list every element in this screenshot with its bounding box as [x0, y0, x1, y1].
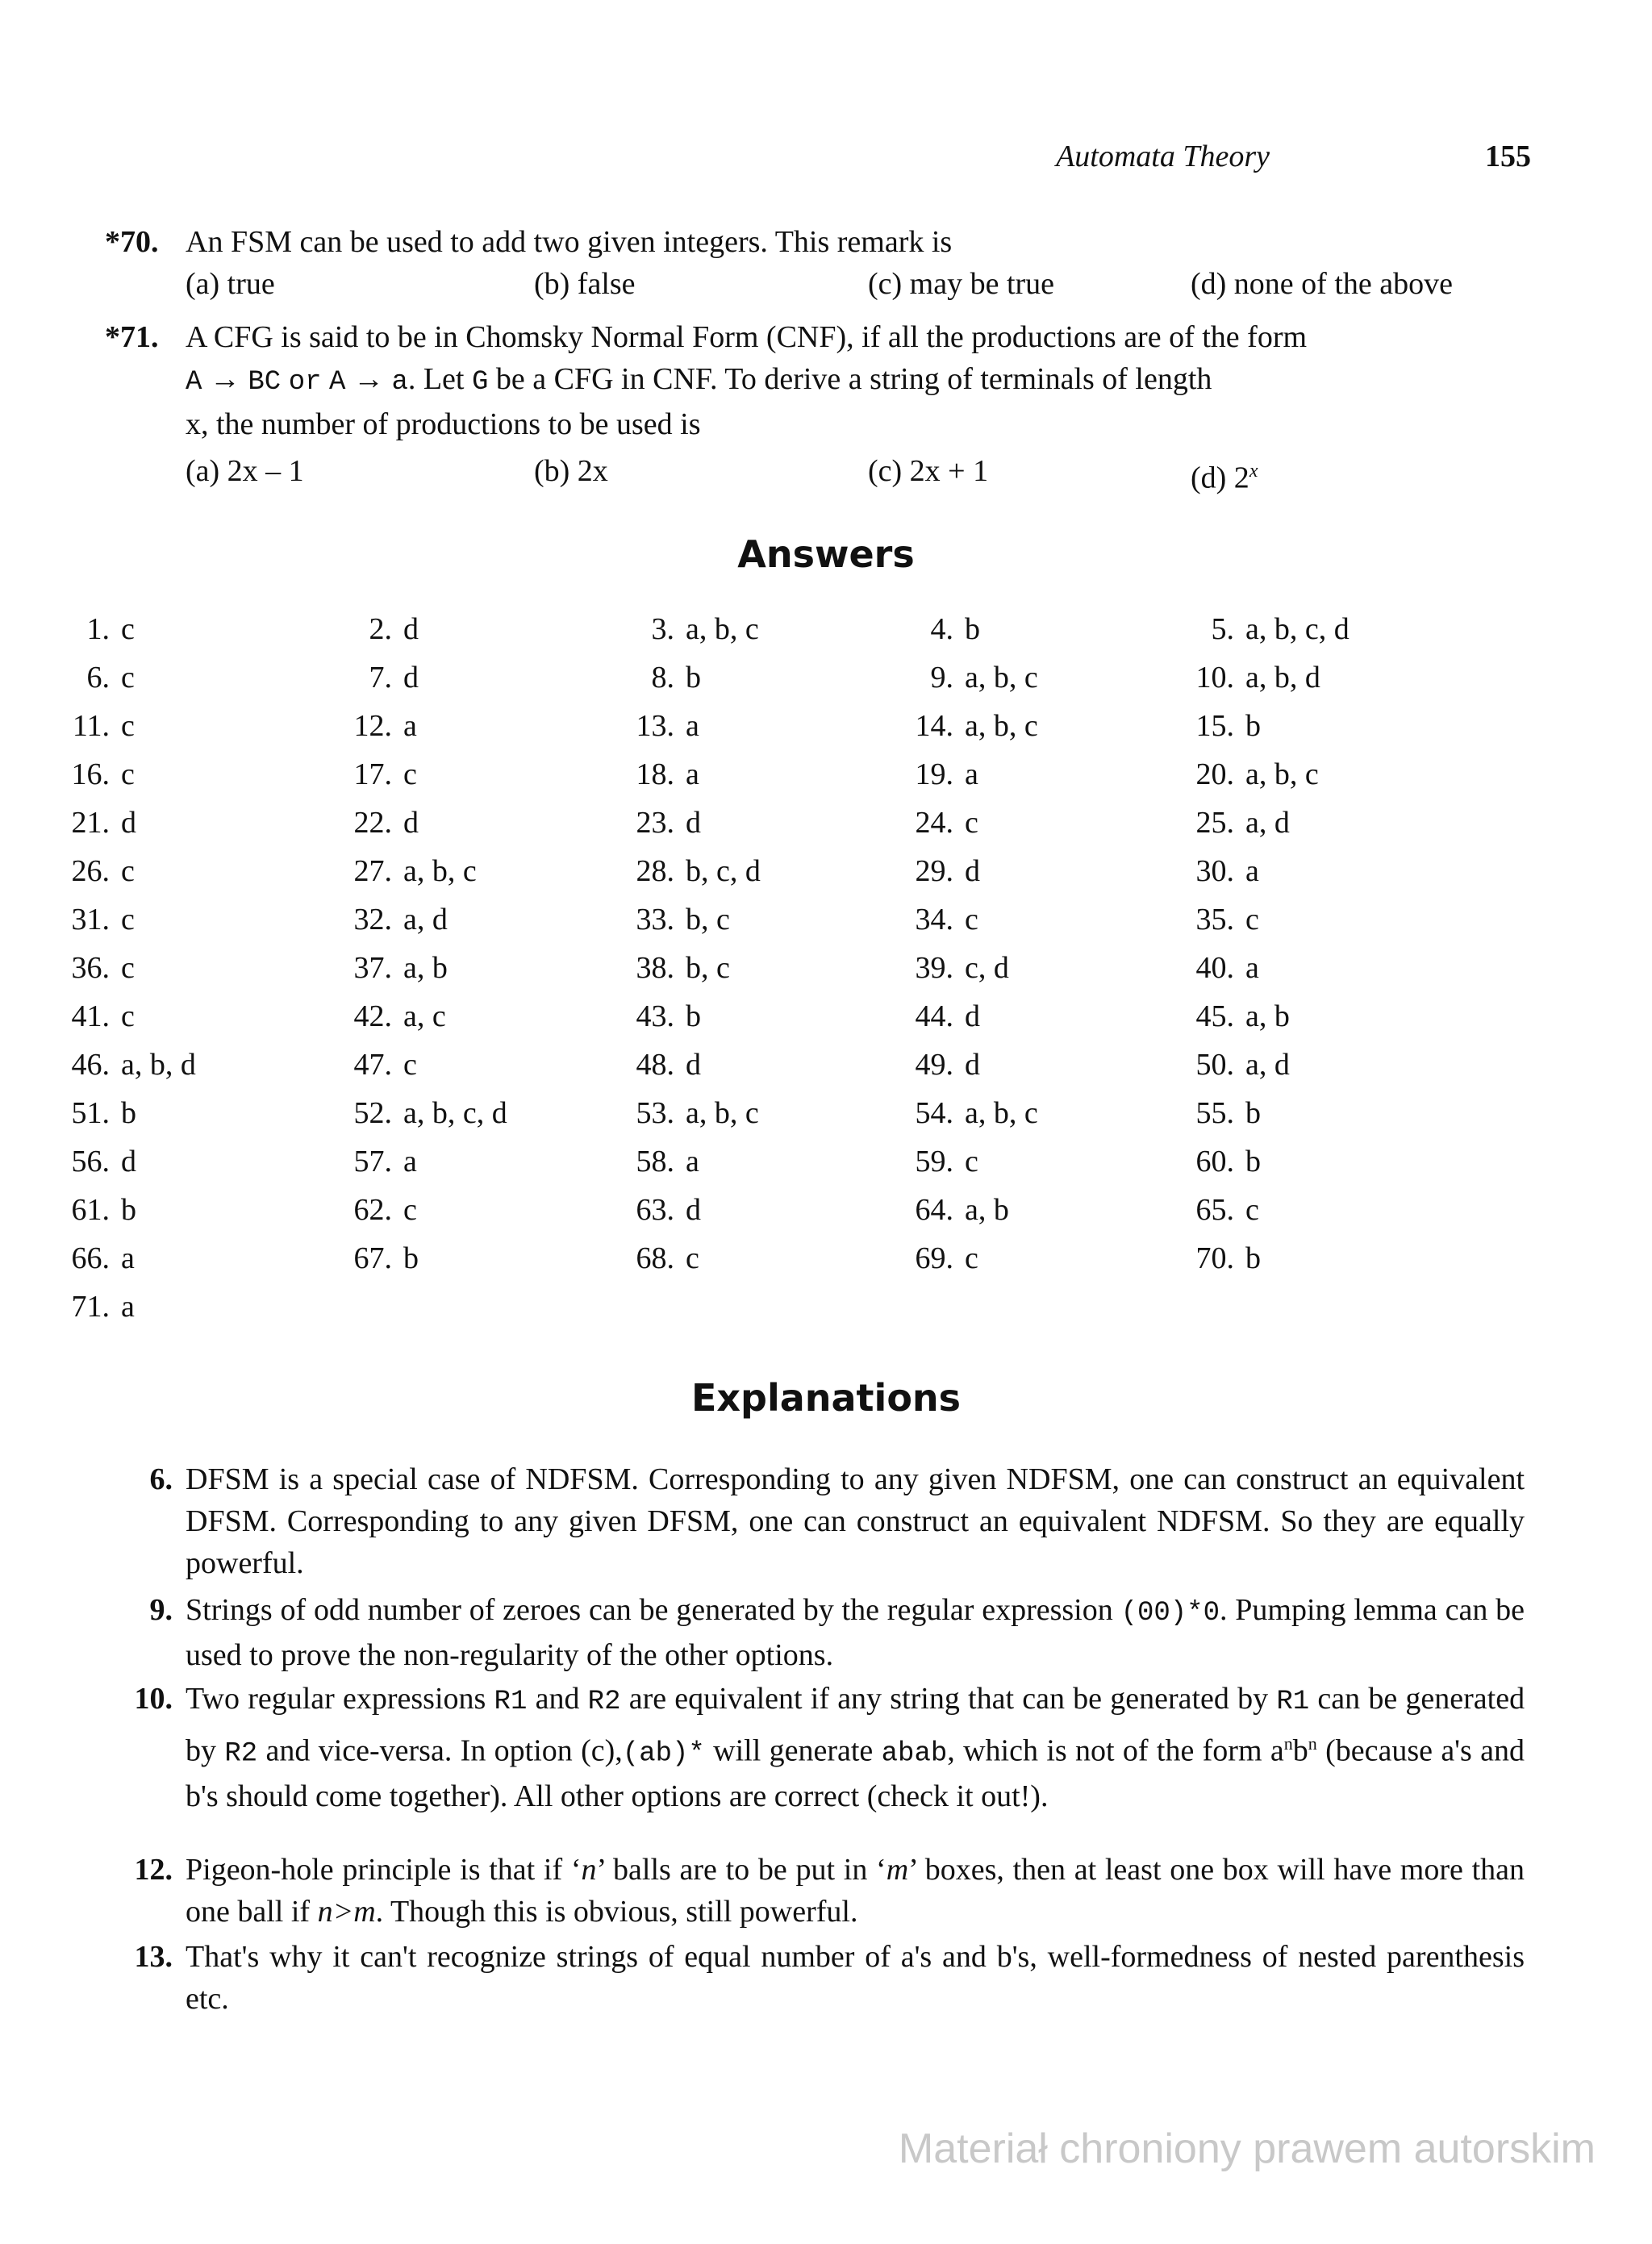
- explanation-text: Pigeon-hole principle is that if ‘n’ balls are to be put in ‘m’ boxes, then at least one box will have more than one ball if n>m. Though this is obvious, still powerful.: [186, 1853, 1525, 1929]
- answer-item: [876, 1095, 1038, 1131]
- answer-item: [32, 757, 135, 792]
- answer-item: [597, 757, 699, 792]
- answer-number: 32.: [353, 903, 392, 936]
- answer-number: 31.: [71, 903, 110, 936]
- answer-value: b: [1245, 1145, 1261, 1178]
- answer-item: [315, 1144, 417, 1179]
- answer-item: [1157, 708, 1261, 744]
- answer-number: 12.: [353, 709, 392, 743]
- answer-value: c: [1245, 1193, 1259, 1227]
- answer-value: c: [403, 1048, 417, 1082]
- answer-item: [597, 950, 730, 986]
- answer-value: c: [965, 806, 978, 840]
- answer-row: [0, 999, 1652, 1047]
- answers-title: Answers: [737, 532, 915, 576]
- answer-item: [315, 1095, 507, 1131]
- answer-item: [315, 902, 448, 937]
- explanation-12: [105, 1849, 1525, 1933]
- answer-number: 43.: [636, 999, 674, 1033]
- answer-value: d: [686, 1193, 701, 1227]
- answer-item: [1157, 1192, 1259, 1228]
- explanation-9: [105, 1589, 1525, 1676]
- answer-value: a: [1245, 951, 1259, 985]
- answer-item: [1157, 611, 1350, 647]
- explanation-text: DFSM is a special case of NDFSM. Corresponding to any given NDFSM, one can construct an equivalent DFSM. Corresponding to any given DFSM, one can construct an equivalent NDFSM. So they are equally powerful.: [186, 1462, 1525, 1580]
- answer-number: 17.: [353, 757, 392, 791]
- answer-number: 18.: [636, 757, 674, 791]
- answer-item: [32, 999, 135, 1034]
- answer-item: [876, 611, 980, 647]
- answer-value: b, c: [686, 951, 730, 985]
- answer-number: 20.: [1195, 757, 1234, 791]
- answer-value: b, c, d: [686, 854, 761, 888]
- answer-item: [876, 1047, 980, 1082]
- answer-value: a: [686, 709, 699, 743]
- answer-number: 6.: [86, 661, 110, 694]
- answer-value: c: [121, 903, 135, 936]
- answer-value: a, b, c: [965, 661, 1038, 694]
- answer-number: 16.: [71, 757, 110, 791]
- answer-value: a, b, c: [686, 1096, 759, 1130]
- answer-number: 64.: [915, 1193, 953, 1227]
- page-number: 155: [1485, 140, 1531, 173]
- answer-row: [0, 805, 1652, 853]
- answer-number: 26.: [71, 854, 110, 888]
- answer-number: 50.: [1195, 1048, 1234, 1082]
- answer-number: 62.: [353, 1193, 392, 1227]
- answer-value: a: [121, 1290, 135, 1324]
- answer-row: [0, 1144, 1652, 1192]
- answer-number: 67.: [353, 1241, 392, 1275]
- answer-value: b: [121, 1193, 136, 1227]
- answer-number: 23.: [636, 806, 674, 840]
- running-title: Automata Theory: [1056, 140, 1270, 173]
- answer-number: 28.: [636, 854, 674, 888]
- answer-row: [0, 611, 1652, 660]
- answer-number: 41.: [71, 999, 110, 1033]
- answer-value: c: [965, 903, 978, 936]
- rule-rhs-bc: BC: [248, 367, 282, 398]
- option-d: (d) none of the above: [1191, 267, 1453, 301]
- answer-value: a, b, c, d: [403, 1096, 507, 1130]
- explanation-number: 12.: [134, 1853, 173, 1887]
- question-text: [186, 316, 1525, 445]
- explanations-title: Explanations: [690, 1376, 962, 1420]
- question-options: [186, 450, 1525, 495]
- answer-item: [876, 1241, 978, 1276]
- option-c: (c) may be true: [868, 267, 1055, 301]
- answer-number: 42.: [353, 999, 392, 1033]
- answer-number: 66.: [71, 1241, 110, 1275]
- answer-value: a, b, c: [1245, 757, 1319, 791]
- answer-value: a, d: [1245, 806, 1290, 840]
- question-number: *70.: [105, 225, 159, 259]
- answer-item: [1157, 1047, 1290, 1082]
- question-line-3: x, the number of productions to be used is: [186, 407, 701, 441]
- rule-lhs-2: A: [329, 367, 346, 398]
- answer-value: a, b, c: [403, 854, 477, 888]
- answer-number: 14.: [915, 709, 953, 743]
- answer-value: a, b, c: [965, 1096, 1038, 1130]
- answer-number: 68.: [636, 1241, 674, 1275]
- answer-item: [597, 1192, 701, 1228]
- answer-item: [32, 902, 135, 937]
- answer-value: a: [686, 1145, 699, 1178]
- answer-number: 71.: [71, 1290, 110, 1324]
- answer-item: [1157, 999, 1290, 1034]
- regex-r2: R2: [587, 1687, 621, 1717]
- answer-number: 70.: [1195, 1241, 1234, 1275]
- answer-item: [876, 902, 978, 937]
- regex-r1: R1: [494, 1687, 528, 1717]
- answer-item: [1157, 902, 1259, 937]
- regex-r2: R2: [224, 1738, 258, 1770]
- option-c: (c) 2x + 1: [868, 454, 989, 488]
- answer-value: d: [403, 661, 419, 694]
- answer-value: d: [686, 1048, 701, 1082]
- option-a: (a) 2x – 1: [186, 454, 304, 488]
- answer-number: 40.: [1195, 951, 1234, 985]
- answer-number: 53.: [636, 1096, 674, 1130]
- answer-value: c: [121, 709, 135, 743]
- answer-value: a: [403, 709, 417, 743]
- answer-number: 2.: [369, 612, 392, 646]
- answer-value: d: [686, 806, 701, 840]
- answer-value: b: [1245, 1096, 1261, 1130]
- answer-number: 65.: [1195, 1193, 1234, 1227]
- answer-value: b, c: [686, 903, 730, 936]
- answer-value: a: [1245, 854, 1259, 888]
- answer-number: 60.: [1195, 1145, 1234, 1178]
- answer-number: 56.: [71, 1145, 110, 1178]
- answer-item: [315, 1192, 417, 1228]
- answer-value: c: [965, 1145, 978, 1178]
- answer-number: 24.: [915, 806, 953, 840]
- rule-or: or: [288, 367, 322, 398]
- answer-item: [597, 1241, 699, 1276]
- answer-value: c: [121, 612, 135, 646]
- answer-item: [876, 853, 980, 889]
- option-b: (b) 2x: [534, 454, 608, 488]
- answer-value: a, b, d: [1245, 661, 1320, 694]
- answer-item: [315, 757, 417, 792]
- answer-value: b: [965, 612, 980, 646]
- question-70: [105, 221, 1525, 305]
- answer-value: c: [121, 757, 135, 791]
- answer-number: 55.: [1195, 1096, 1234, 1130]
- answer-value: a, b, c: [686, 612, 759, 646]
- answer-number: 69.: [915, 1241, 953, 1275]
- question-options: [186, 263, 1525, 305]
- answer-number: 7.: [369, 661, 392, 694]
- option-b: (b) false: [534, 267, 636, 301]
- answer-row: [0, 1241, 1652, 1289]
- answer-item: [315, 660, 419, 695]
- answer-value: d: [121, 806, 136, 840]
- answer-value: c: [121, 951, 135, 985]
- answer-item: [32, 660, 135, 695]
- answer-item: [597, 902, 730, 937]
- answer-item: [32, 950, 135, 986]
- answer-value: d: [403, 806, 419, 840]
- answer-item: [315, 1241, 419, 1276]
- answer-value: a: [121, 1241, 135, 1275]
- answer-item: [597, 805, 701, 840]
- question-71: [105, 316, 1525, 495]
- answer-number: 37.: [353, 951, 392, 985]
- copyright-watermark: Materiał chroniony prawem autorskim: [898, 2125, 1596, 2172]
- answer-value: b: [686, 661, 701, 694]
- answer-value: d: [965, 854, 980, 888]
- answer-item: [1157, 853, 1259, 889]
- answer-item: [876, 660, 1038, 695]
- answer-number: 1.: [86, 612, 110, 646]
- answer-item: [597, 999, 701, 1034]
- answer-number: 19.: [915, 757, 953, 791]
- answer-value: b: [1245, 1241, 1261, 1275]
- answers-grid: [0, 611, 1652, 1337]
- answer-item: [1157, 950, 1259, 986]
- answer-number: 22.: [353, 806, 392, 840]
- explanation-number: 10.: [134, 1682, 173, 1716]
- answer-item: [315, 1047, 417, 1082]
- answer-number: 39.: [915, 951, 953, 985]
- answer-value: a, c: [403, 999, 446, 1033]
- answer-item: [597, 853, 761, 889]
- answer-value: c: [121, 854, 135, 888]
- answer-value: d: [965, 1048, 980, 1082]
- answer-number: 4.: [930, 612, 953, 646]
- answer-value: a, d: [1245, 1048, 1290, 1082]
- option-d: (d) 2$^x$: [1191, 461, 1258, 495]
- answer-number: 13.: [636, 709, 674, 743]
- answer-number: 35.: [1195, 903, 1234, 936]
- answer-value: b: [686, 999, 701, 1033]
- answer-item: [1157, 805, 1290, 840]
- answer-number: 45.: [1195, 999, 1234, 1033]
- answer-value: c: [121, 999, 135, 1033]
- answer-item: [32, 1289, 135, 1324]
- answer-number: 48.: [636, 1048, 674, 1082]
- answer-row: [0, 708, 1652, 757]
- question-line-1: A CFG is said to be in Chomsky Normal Form (CNF), if all the productions are of the form: [186, 320, 1308, 354]
- answer-number: 46.: [71, 1048, 110, 1082]
- explanation-text: Two regular expressions R1 and R2 are equivalent if any string that can be generated by R1 can be generated by R2 and vice-versa. In option (c),(ab)* will generate abab, which is not of the form $a^nb^n$ (because a's and b's should come together). All other options are correct (check it out!).: [186, 1682, 1525, 1813]
- answer-number: 44.: [915, 999, 953, 1033]
- answer-item: [32, 853, 135, 889]
- answer-item: [876, 708, 1038, 744]
- answer-number: 33.: [636, 903, 674, 936]
- explanation-number: 13.: [134, 1940, 173, 1974]
- answer-value: d: [403, 612, 419, 646]
- answer-number: 59.: [915, 1145, 953, 1178]
- answer-item: [315, 805, 419, 840]
- answer-number: 57.: [353, 1145, 392, 1178]
- answer-item: [32, 1047, 196, 1082]
- answer-row: [0, 950, 1652, 999]
- answer-value: a, d: [403, 903, 448, 936]
- answer-row: [0, 1095, 1652, 1144]
- answer-number: 9.: [930, 661, 953, 694]
- answer-value: c: [403, 757, 417, 791]
- answer-item: [1157, 1095, 1261, 1131]
- answer-item: [32, 1241, 135, 1276]
- answer-number: 21.: [71, 806, 110, 840]
- answer-row: [0, 757, 1652, 805]
- arrow-icon: →: [353, 362, 384, 396]
- answer-value: b: [1245, 709, 1261, 743]
- answer-value: a, b, c: [965, 709, 1038, 743]
- answer-number: 10.: [1195, 661, 1234, 694]
- answer-value: c: [121, 661, 135, 694]
- answer-value: d: [121, 1145, 136, 1178]
- answer-item: [32, 1192, 136, 1228]
- answer-item: [315, 950, 448, 986]
- answer-row: [0, 1289, 1652, 1337]
- answer-number: 54.: [915, 1096, 953, 1130]
- answer-number: 3.: [651, 612, 674, 646]
- answer-item: [32, 1144, 136, 1179]
- answer-number: 51.: [71, 1096, 110, 1130]
- answer-number: 52.: [353, 1096, 392, 1130]
- answer-value: a, b, c, d: [1245, 612, 1350, 646]
- answer-number: 30.: [1195, 854, 1234, 888]
- rule-lhs: A: [186, 367, 202, 398]
- answer-number: 36.: [71, 951, 110, 985]
- answer-value: a, b: [965, 1193, 1009, 1227]
- explanation-text: That's why it can't recognize strings of equal number of a's and b's, well-formedness of nested parenthesis etc.: [186, 1940, 1525, 2016]
- answer-row: [0, 902, 1652, 950]
- answer-value: a: [403, 1145, 417, 1178]
- answer-value: c: [1245, 903, 1259, 936]
- answer-number: 5.: [1211, 612, 1234, 646]
- option-a: (a) true: [186, 267, 275, 301]
- answer-item: [597, 1144, 699, 1179]
- explanation-10: [105, 1678, 1525, 1817]
- answer-item: [315, 853, 477, 889]
- page-header: [0, 139, 1652, 179]
- answer-value: b: [403, 1241, 419, 1275]
- answer-number: 61.: [71, 1193, 110, 1227]
- question-number: *71.: [105, 320, 159, 354]
- rule-rhs-terminal: a: [391, 367, 408, 398]
- answer-item: [876, 1144, 978, 1179]
- answer-item: [597, 660, 701, 695]
- answer-value: d: [965, 999, 980, 1033]
- answer-item: [876, 1192, 1009, 1228]
- answer-item: [876, 757, 978, 792]
- explanation-13: [105, 1936, 1525, 2020]
- grammar-symbol: G: [471, 367, 489, 398]
- answer-item: [315, 708, 417, 744]
- arrow-icon: →: [209, 362, 240, 396]
- answer-value: a, b: [1245, 999, 1290, 1033]
- answer-number: 11.: [72, 709, 110, 743]
- answer-item: [1157, 757, 1319, 792]
- answer-value: c, d: [965, 951, 1009, 985]
- answer-item: [876, 805, 978, 840]
- answer-value: c: [403, 1193, 417, 1227]
- answer-item: [1157, 1144, 1261, 1179]
- answer-number: 47.: [353, 1048, 392, 1082]
- explanation-number: 9.: [149, 1593, 173, 1627]
- explanation-number: 6.: [149, 1462, 173, 1496]
- question-line-2a: . Let: [407, 362, 465, 396]
- answer-number: 58.: [636, 1145, 674, 1178]
- answer-item: [315, 611, 419, 647]
- answer-item: [597, 1095, 759, 1131]
- string-code: abab: [881, 1738, 948, 1770]
- answer-item: [315, 999, 446, 1034]
- regex-code: (ab)*: [622, 1738, 705, 1770]
- option-d-superscript: x: [1249, 461, 1258, 482]
- answer-number: 8.: [651, 661, 674, 694]
- explanation-text: Strings of odd number of zeroes can be generated by the regular expression (00)*0. Pumping lemma can be used to prove the non-regularity of the other options.: [186, 1593, 1525, 1672]
- answer-item: [32, 805, 136, 840]
- answer-item: [597, 708, 699, 744]
- answer-value: a, b: [403, 951, 448, 985]
- answer-item: [1157, 660, 1320, 695]
- answer-row: [0, 1047, 1652, 1095]
- answer-item: [876, 950, 1009, 986]
- answer-item: [32, 1095, 136, 1131]
- regex-code: (00)*0: [1120, 1598, 1220, 1629]
- explanation-6: [105, 1458, 1525, 1584]
- answer-item: [597, 1047, 701, 1082]
- answer-item: [32, 611, 135, 647]
- regex-r1: R1: [1276, 1687, 1310, 1717]
- answer-number: 63.: [636, 1193, 674, 1227]
- answer-item: [32, 708, 135, 744]
- answer-number: 27.: [353, 854, 392, 888]
- answer-value: a: [965, 757, 978, 791]
- answer-number: 25.: [1195, 806, 1234, 840]
- answer-number: 29.: [915, 854, 953, 888]
- answer-row: [0, 660, 1652, 708]
- answer-value: c: [686, 1241, 699, 1275]
- answer-item: [597, 611, 759, 647]
- answer-value: a: [686, 757, 699, 791]
- answer-number: 15.: [1195, 709, 1234, 743]
- answer-number: 34.: [915, 903, 953, 936]
- question-text: An FSM can be used to add two given integers. This remark is: [186, 225, 953, 259]
- answer-row: [0, 853, 1652, 902]
- answer-number: 49.: [915, 1048, 953, 1082]
- answer-value: a, b, d: [121, 1048, 196, 1082]
- answer-row: [0, 1192, 1652, 1241]
- answer-value: b: [121, 1096, 136, 1130]
- answer-value: c: [965, 1241, 978, 1275]
- answer-number: 38.: [636, 951, 674, 985]
- answer-item: [876, 999, 980, 1034]
- question-line-2b: be a CFG in CNF. To derive a string of terminals of length: [495, 362, 1212, 396]
- answer-item: [1157, 1241, 1261, 1276]
